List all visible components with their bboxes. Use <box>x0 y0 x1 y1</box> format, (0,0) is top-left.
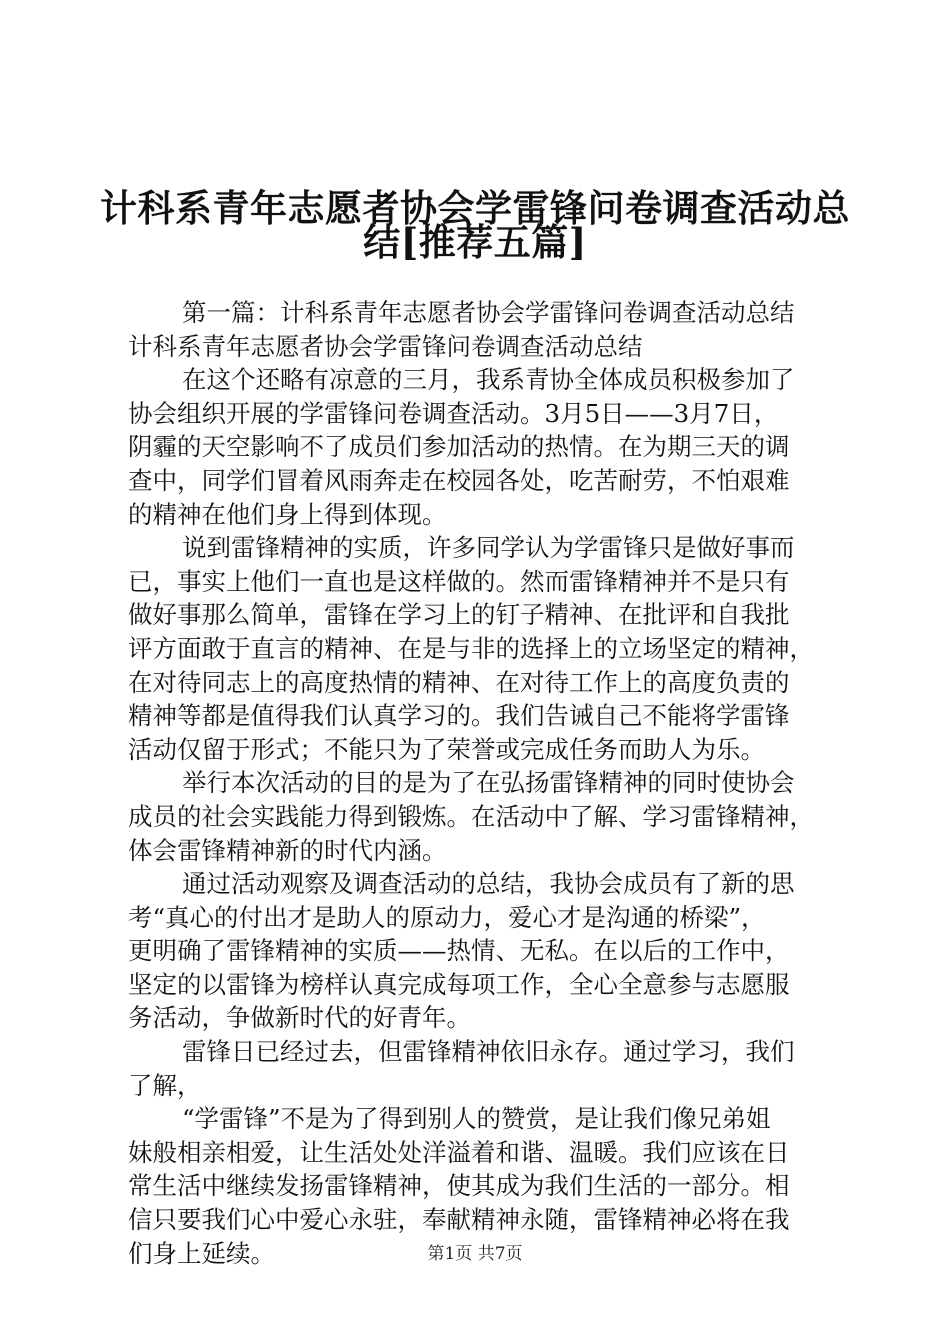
body-text-line: 务活动，争做新时代的好青年。 <box>128 1003 471 1033</box>
body-text-line: 成员的社会实践能力得到锻炼。在活动中了解、学习雷锋精神， <box>128 801 814 831</box>
body-text-line: 计科系青年志愿者协会学雷锋问卷调查活动总结 <box>128 331 643 361</box>
body-text-line: 信只要我们心中爱心永驻，奉献精神永随，雷锋精神必将在我 <box>128 1205 790 1235</box>
body-text-line: 妹般相亲相爱，让生活处处洋溢着和谐、温暖。我们应该在日 <box>128 1137 790 1167</box>
body-text-line: 阴霾的天空影响不了成员们参加活动的热情。在为期三天的调 <box>128 432 790 462</box>
document-title-line-2: 结[推荐五篇] <box>363 220 587 264</box>
body-text-line: 体会雷锋精神新的时代内涵。 <box>128 835 447 865</box>
body-text-line: 举行本次活动的目的是为了在弘扬雷锋精神的同时使协会 <box>182 768 795 798</box>
body-text-line: 评方面敢于直言的精神、在是与非的选择上的立场坚定的精神， <box>128 633 814 663</box>
body-text-line: “学雷锋”不是为了得到别人的赞赏，是让我们像兄弟姐 <box>182 1104 771 1134</box>
body-text-line: 查中，同学们冒着风雨奔走在校园各处，吃苦耐劳，不怕艰难 <box>128 465 790 495</box>
body-text-line: 更明确了雷锋精神的实质——热情、无私。在以后的工作中， <box>128 936 790 966</box>
body-text-line: 常生活中继续发扬雷锋精神，使其成为我们生活的一部分。相 <box>128 1171 790 1201</box>
body-text-line: 在这个还略有凉意的三月，我系青协全体成员积极参加了 <box>182 365 795 395</box>
body-text-line: 在对待同志上的高度热情的精神、在对待工作上的高度负责的 <box>128 667 790 697</box>
body-text-line: 做好事那么简单，雷锋在学习上的钉子精神、在批评和自我批 <box>128 600 790 630</box>
body-text-line: 活动仅留于形式；不能只为了荣誉或完成任务而助人为乐。 <box>128 734 765 764</box>
body-text-line: 精神等都是值得我们认真学习的。我们告诫自己不能将学雷锋 <box>128 701 790 731</box>
page-footer: 第1页 共7页 <box>427 1244 523 1264</box>
document-title-line-1: 计科系青年志愿者协会学雷锋问卷调查活动总 <box>100 186 850 230</box>
body-text-line: 们身上延续。 <box>128 1238 275 1268</box>
body-text-line: 的精神在他们身上得到体现。 <box>128 499 447 529</box>
body-text-line: 了解， <box>128 1070 202 1100</box>
body-text-line: 说到雷锋精神的实质，许多同学认为学雷锋只是做好事而 <box>182 533 795 563</box>
document-body <box>128 296 828 1270</box>
body-text-line: 第一篇：计科系青年志愿者协会学雷锋问卷调查活动总结 <box>182 298 795 327</box>
body-text-line: 雷锋日已经过去，但雷锋精神依旧永存。通过学习，我们 <box>182 1037 795 1067</box>
body-text-line: 通过活动观察及调查活动的总结，我协会成员有了新的思 <box>182 869 795 899</box>
body-text-line: 协会组织开展的学雷锋问卷调查活动。3月5日——3月7日， <box>128 398 779 428</box>
body-text-line: 考“真心的付出才是助人的原动力，爱心才是沟通的桥梁”， <box>128 902 766 932</box>
body-text-line: 已，事实上他们一直也是这样做的。然而雷锋精神并不是只有 <box>128 566 790 596</box>
body-text-line: 坚定的以雷锋为榜样认真完成每项工作，全心全意参与志愿服 <box>128 969 790 999</box>
